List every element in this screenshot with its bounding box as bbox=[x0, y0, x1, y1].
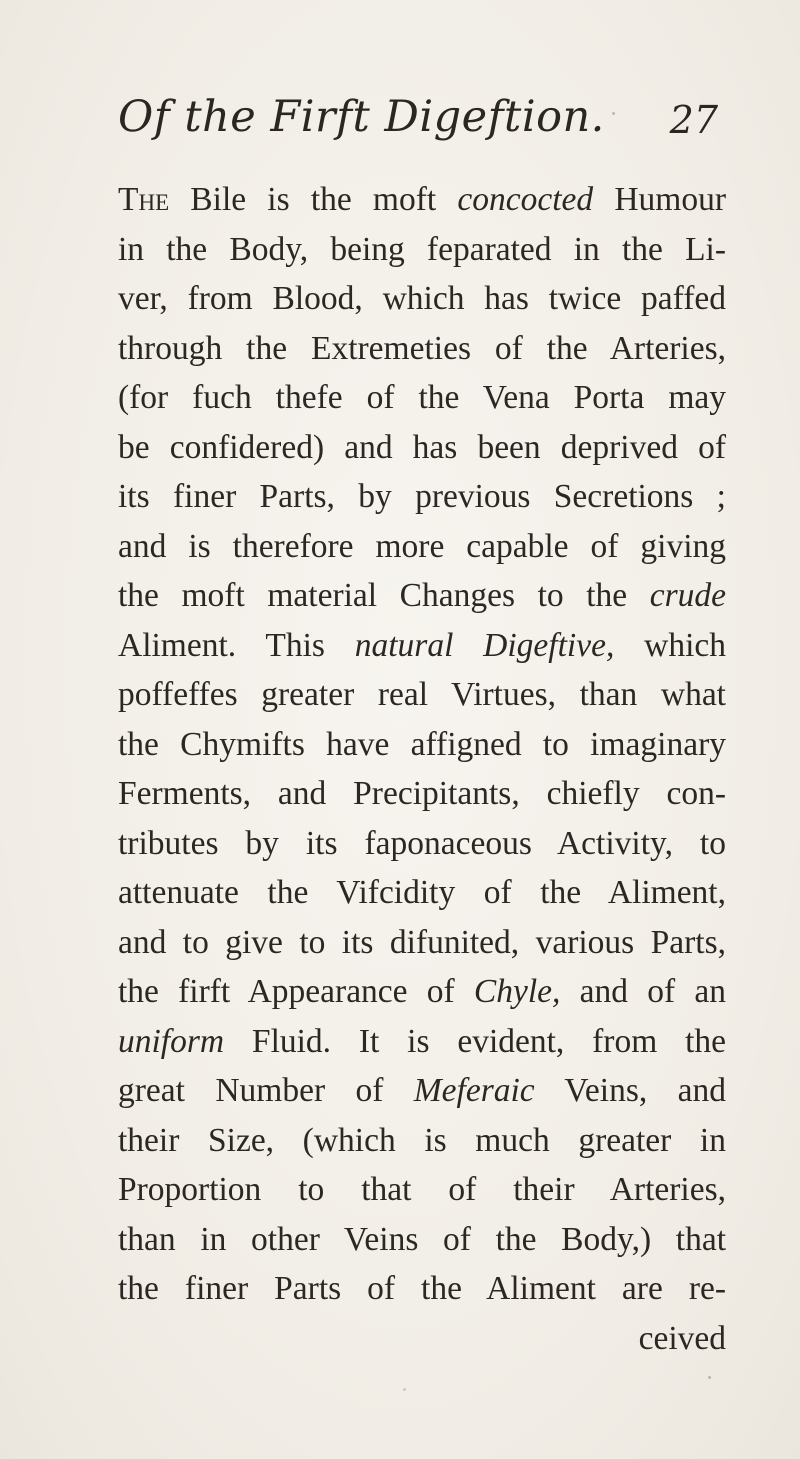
text-line bbox=[118, 670, 726, 720]
italic-text: concocted bbox=[457, 181, 594, 218]
text-segment: which bbox=[614, 626, 726, 664]
text-segment: Fluid. It is evident, from the bbox=[224, 1022, 726, 1060]
text-line bbox=[118, 819, 726, 869]
text-line bbox=[118, 373, 726, 423]
text-line bbox=[118, 472, 726, 522]
text-segment: the moft material Changes to the bbox=[118, 577, 650, 614]
italic-text: uniform bbox=[118, 1022, 225, 1060]
small-caps-text: The bbox=[118, 181, 170, 218]
italic-text: crude bbox=[649, 577, 726, 614]
italic-text: Meferaic bbox=[413, 1072, 535, 1109]
text-segment: Aliment. This bbox=[118, 626, 355, 664]
text-segment: their Size, (which is much greater in bbox=[118, 1121, 726, 1159]
text-segment: the finer Parts of the Aliment are re- bbox=[118, 1270, 726, 1307]
paper-speck bbox=[612, 112, 615, 115]
text-line bbox=[118, 621, 726, 671]
text-segment: attenuate the Vifcidity of the Aliment, bbox=[118, 874, 726, 911]
text-segment: (for fuch thefe of the Vena Porta may bbox=[118, 379, 726, 416]
text-segment: the firft Appearance of bbox=[118, 973, 474, 1010]
page-number: 27 bbox=[669, 98, 718, 142]
body-text bbox=[118, 175, 726, 1363]
text-segment: the Chymifts have affigned to imaginary bbox=[118, 725, 726, 763]
text-segment: and is therefore more capable of giving bbox=[118, 527, 726, 565]
text-segment: Ferments, and Precipitants, chiefly con- bbox=[118, 775, 726, 812]
text-segment: through the Extremeties of the Arteries, bbox=[118, 329, 726, 367]
text-line bbox=[118, 522, 726, 572]
paper-speck bbox=[708, 1376, 711, 1379]
text-line bbox=[118, 918, 726, 968]
text-line bbox=[118, 324, 726, 374]
running-title: Of the Firft Digeftion. bbox=[118, 92, 605, 142]
text-segment: great Number of bbox=[118, 1072, 414, 1109]
text-segment: Proportion to that of their Arteries, bbox=[118, 1171, 726, 1208]
text-segment: Veins, and bbox=[534, 1072, 726, 1109]
text-segment: its finer Parts, by previous Secretions ; bbox=[118, 478, 726, 515]
text-segment: and to give to its difunited, various Parts, bbox=[118, 923, 726, 961]
text-segment: be confidered) and has been deprived of bbox=[118, 428, 726, 466]
text-line bbox=[118, 175, 726, 225]
text-line bbox=[118, 225, 726, 275]
text-segment: tributes by its faponaceous Activity, to bbox=[118, 824, 726, 862]
italic-text: natural Digeftive, bbox=[354, 626, 615, 664]
text-segment: Humour bbox=[593, 181, 727, 218]
text-line bbox=[118, 1264, 726, 1314]
page-header bbox=[118, 92, 718, 152]
text-segment: than in other Veins of the Body,) that bbox=[118, 1220, 726, 1258]
text-line bbox=[118, 1165, 726, 1215]
text-line bbox=[118, 423, 726, 473]
text-line bbox=[118, 1017, 726, 1067]
text-line bbox=[118, 868, 726, 918]
text-segment: in the Body, being feparated in the Li- bbox=[118, 230, 726, 268]
text-line bbox=[118, 967, 726, 1017]
italic-text: Chyle, bbox=[473, 973, 561, 1010]
catchword: ceived bbox=[638, 1319, 726, 1357]
text-segment: ver, from Blood, which has twice paffed bbox=[118, 280, 726, 317]
paper-speck bbox=[403, 1388, 406, 1391]
text-line bbox=[118, 571, 726, 621]
text-line bbox=[118, 720, 726, 770]
text-segment: Bile is the moft bbox=[169, 181, 458, 218]
text-line bbox=[118, 1066, 726, 1116]
text-line bbox=[118, 769, 726, 819]
text-line bbox=[118, 1215, 726, 1265]
text-line bbox=[118, 274, 726, 324]
text-segment: poffeffes greater real Virtues, than what bbox=[118, 676, 726, 713]
text-line bbox=[118, 1116, 726, 1166]
text-segment: and of an bbox=[560, 973, 726, 1010]
